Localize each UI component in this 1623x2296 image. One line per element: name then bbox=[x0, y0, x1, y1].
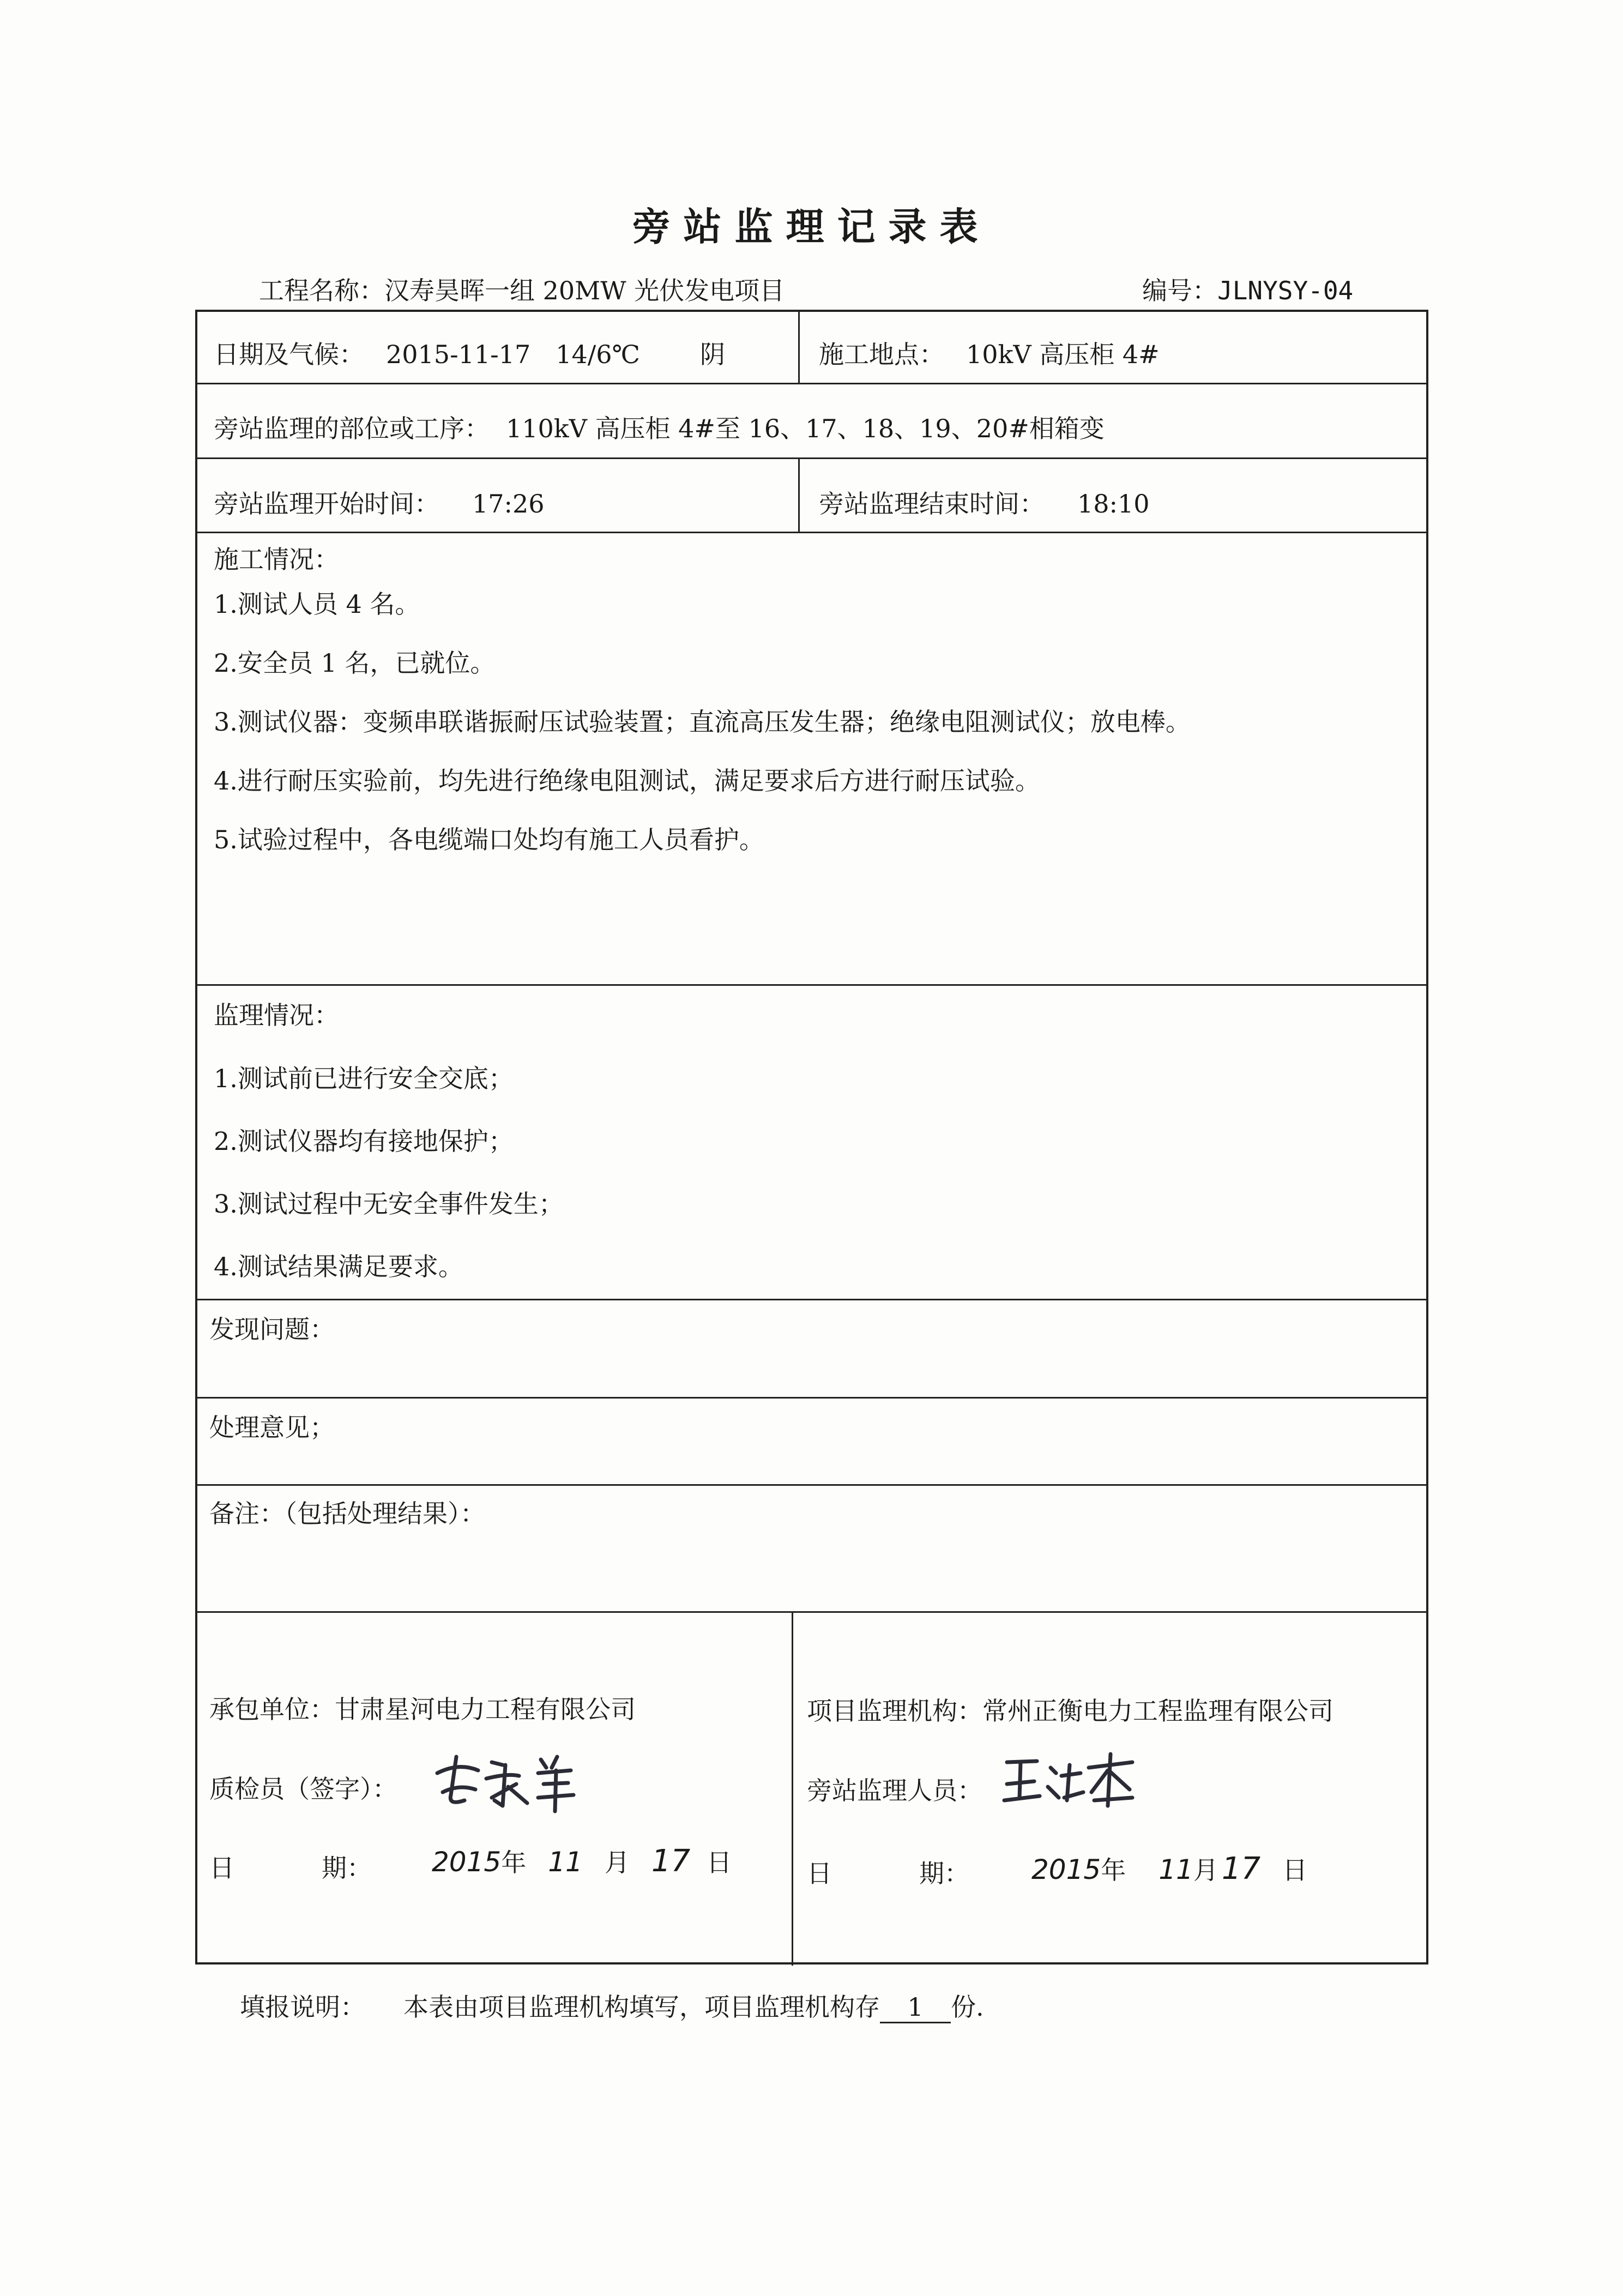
problems-label: 发现问题： bbox=[209, 1315, 335, 1344]
construction-site-label: 施工地点： bbox=[819, 340, 944, 369]
footer-text-after: 份. bbox=[951, 1992, 984, 2022]
supervision-section bbox=[197, 984, 1426, 1299]
end-time-label: 旁站监理结束时间： bbox=[819, 489, 1045, 519]
contractor-date-label-2: 期： bbox=[322, 1853, 372, 1883]
contractor-hand-month: 11 bbox=[548, 1846, 583, 1878]
project-name-line bbox=[259, 271, 785, 307]
start-time-cell bbox=[214, 484, 545, 520]
footer-label: 填报说明： bbox=[240, 1992, 365, 2022]
supervision-part-value: 110kV 高压柜 4#至 16、17、18、19、20#相箱变 bbox=[506, 414, 1105, 443]
supervisor-org-value: 常州正衡电力工程监理有限公司 bbox=[982, 1696, 1334, 1726]
supervision-part-label: 旁站监理的部位或工序： bbox=[214, 414, 490, 443]
construction-label: 施工情况： bbox=[214, 545, 339, 574]
supervisor-date-label bbox=[807, 1854, 969, 1890]
start-time-value: 17:26 bbox=[472, 489, 545, 519]
form-code-label: 编号： bbox=[1142, 276, 1217, 305]
construction-item: 5.试验过程中，各电缆端口处均有施工人员看护。 bbox=[214, 825, 764, 854]
supervisor-year-char: 年 bbox=[1101, 1855, 1126, 1885]
supervisor-hand-year: 2015 bbox=[1031, 1854, 1101, 1885]
contractor-month-char: 月 bbox=[604, 1848, 630, 1877]
supervisor-org bbox=[807, 1691, 1334, 1727]
contractor-day-char: 日 bbox=[707, 1848, 732, 1877]
contractor-unit-label: 承包单位： bbox=[209, 1695, 335, 1724]
supervisor-hand-month: 11 bbox=[1159, 1854, 1193, 1885]
handling-label: 处理意见； bbox=[209, 1413, 335, 1442]
supervisor-day-char: 日 bbox=[1282, 1855, 1308, 1885]
date-value: 2015-11-17 bbox=[386, 340, 531, 369]
supervisor-person-label: 旁站监理人员： bbox=[807, 1776, 982, 1805]
supervisor-date-value bbox=[1031, 1851, 1307, 1887]
construction-item: 1.测试人员 4 名。 bbox=[214, 589, 420, 619]
form-title: 旁站监理记录表 bbox=[632, 204, 991, 249]
contractor-unit-value: 甘肃星河电力工程有限公司 bbox=[335, 1695, 636, 1724]
column-divider bbox=[798, 312, 800, 383]
end-time-value: 18:10 bbox=[1077, 489, 1150, 519]
supervision-label: 监理情况： bbox=[214, 1001, 339, 1030]
temperature-value: 14/6℃ bbox=[556, 340, 640, 369]
construction-item: 2.安全员 1 名，已就位。 bbox=[214, 648, 496, 678]
project-name-value: 汉寿昊晖一组 20MW 光伏发电项目 bbox=[384, 276, 785, 305]
contractor-hand-day: 17 bbox=[651, 1843, 691, 1879]
supervision-part-cell bbox=[214, 409, 1105, 445]
construction-item: 4.进行耐压实验前，均先进行绝缘电阻测试，满足要求后方进行耐压试验。 bbox=[214, 766, 1040, 796]
weather-value: 阴 bbox=[699, 340, 725, 369]
remarks-label: 备注：（包括处理结果）： bbox=[209, 1499, 485, 1528]
project-name-label: 工程名称： bbox=[259, 276, 384, 305]
row-divider bbox=[197, 1397, 1426, 1399]
supervision-item: 2.测试仪器均有接地保护； bbox=[214, 1126, 514, 1156]
construction-section bbox=[197, 532, 1426, 984]
date-weather-label: 日期及气候： bbox=[214, 340, 364, 369]
supervision-item: 1.测试前已进行安全交底； bbox=[214, 1064, 514, 1093]
row-divider bbox=[197, 383, 1426, 384]
footer-count: 1 bbox=[880, 1992, 951, 2023]
inspector-label: 质检员（签字）： bbox=[209, 1774, 397, 1804]
supervisor-signature bbox=[999, 1746, 1141, 1811]
column-divider bbox=[792, 1611, 793, 1966]
row-divider bbox=[197, 1299, 1426, 1300]
construction-item: 3.测试仪器：变频串联谐振耐压试验装置；直流高压发生器；绝缘电阻测试仪；放电棒。 bbox=[214, 707, 1191, 737]
record-form-table bbox=[195, 310, 1428, 1964]
footer-text-before: 本表由项目监理机构填写，项目监理机构存 bbox=[403, 1992, 880, 2022]
supervisor-date-label-2: 期： bbox=[919, 1859, 969, 1888]
supervisor-hand-day: 17 bbox=[1221, 1851, 1261, 1887]
form-footer-note bbox=[240, 1987, 984, 2023]
form-code-value: JLNYSY-04 bbox=[1217, 276, 1354, 305]
contractor-year-char: 年 bbox=[501, 1848, 527, 1877]
supervision-item: 4.测试结果满足要求。 bbox=[214, 1252, 463, 1281]
row-divider bbox=[197, 1484, 1426, 1486]
date-weather-cell bbox=[214, 335, 725, 371]
form-code-line bbox=[1142, 271, 1353, 307]
contractor-hand-year: 2015 bbox=[432, 1846, 502, 1878]
row-divider bbox=[197, 1611, 1426, 1613]
inspector-signature bbox=[426, 1740, 590, 1817]
contractor-date-value bbox=[432, 1843, 732, 1879]
construction-site-cell bbox=[819, 335, 1160, 371]
supervisor-month-char: 月 bbox=[1193, 1855, 1218, 1885]
start-time-label: 旁站监理开始时间： bbox=[214, 489, 439, 519]
construction-site-value: 10kV 高压柜 4# bbox=[966, 340, 1160, 369]
contractor-date-label bbox=[209, 1848, 372, 1884]
column-divider bbox=[798, 457, 800, 532]
row-divider bbox=[197, 457, 1426, 459]
end-time-cell bbox=[819, 484, 1150, 520]
contractor-date-label-1: 日 bbox=[209, 1853, 234, 1883]
supervision-item: 3.测试过程中无安全事件发生； bbox=[214, 1189, 564, 1219]
supervisor-org-label: 项目监理机构： bbox=[807, 1696, 982, 1726]
supervisor-date-label-1: 日 bbox=[807, 1859, 832, 1888]
contractor-unit bbox=[209, 1690, 636, 1726]
